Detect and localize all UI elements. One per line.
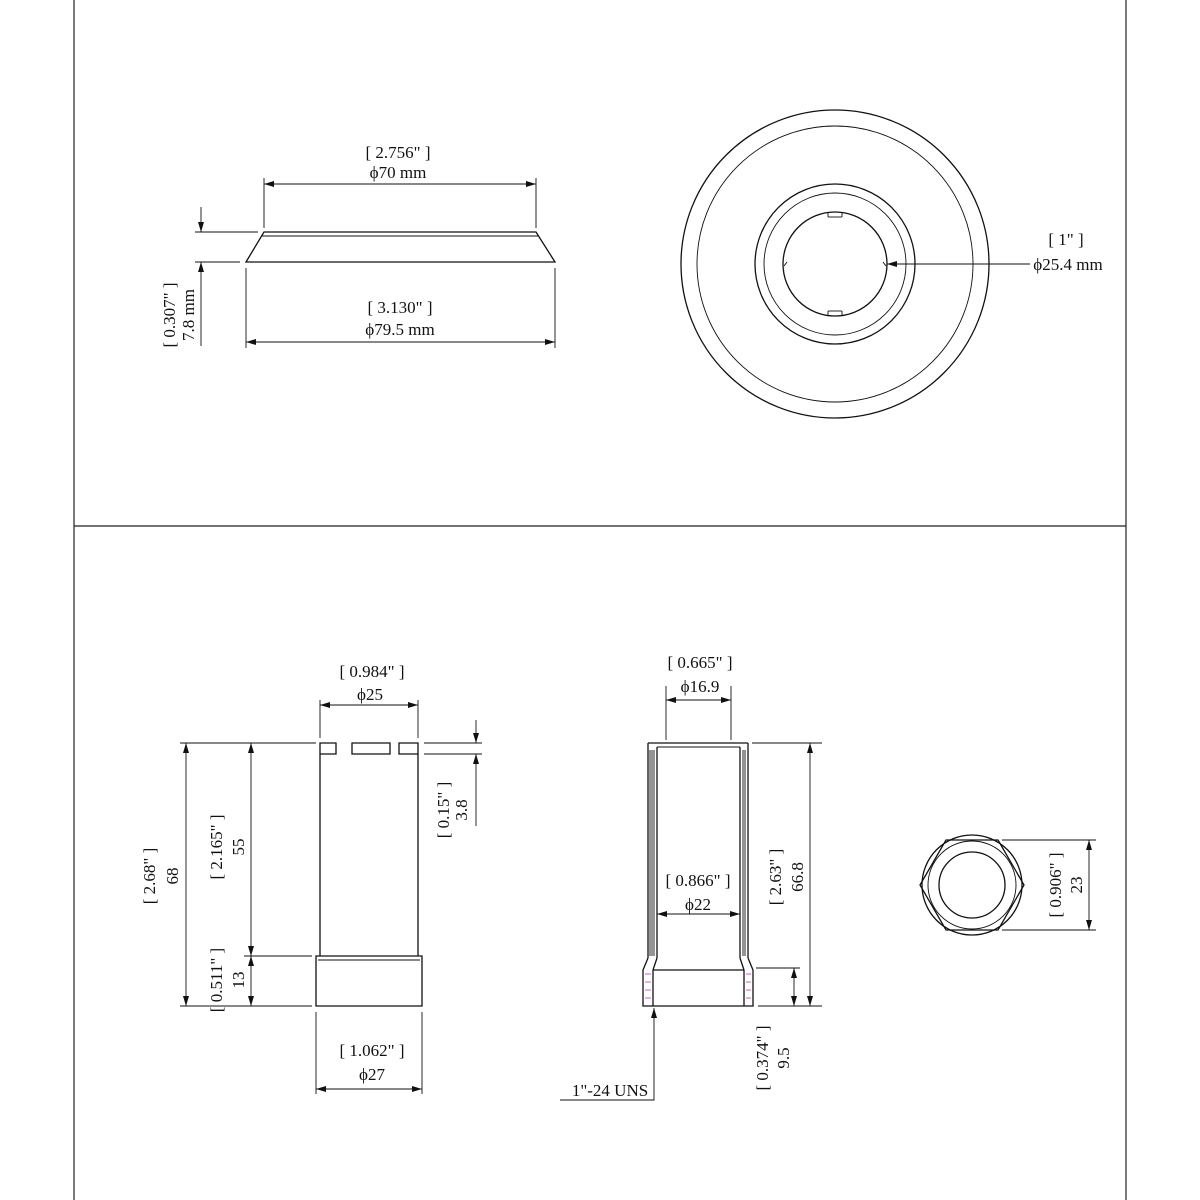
section-outer-diameter-in: [ 0.866" ] [665, 871, 731, 890]
sleeve-base-height-mm: 13 [229, 971, 248, 989]
section-inner-diameter-in: [ 0.665" ] [667, 653, 733, 672]
sleeve-total-length-in: [ 2.68" ] [140, 847, 159, 905]
sleeve-top-diameter-in: [ 0.984" ] [339, 662, 405, 681]
sleeve-body-length-mm: 55 [229, 838, 248, 856]
cap-top-view [681, 110, 1103, 418]
hex-across-flats-in: [ 0.906" ] [1046, 852, 1065, 918]
sleeve-base-height-in: [ 0.511" ] [207, 947, 226, 1013]
hex-across-flats-mm: 23 [1067, 876, 1086, 894]
cap-bottom-diameter-in: [ 3.130" ] [367, 298, 433, 317]
cap-bore-diameter-in: [ 1" ] [1048, 230, 1084, 249]
section-total-length-in: [ 2.63" ] [766, 848, 785, 906]
thread-spec-label: 1"-24 UNS [571, 1081, 649, 1100]
sleeve-base-diameter-mm: ϕ27 [359, 1065, 385, 1084]
sleeve-side-view [140, 662, 482, 1094]
sleeve-section-view [560, 653, 822, 1100]
sleeve-base-diameter-in: [ 1.062" ] [339, 1041, 405, 1060]
section-thread-length-in: [ 0.374" ] [753, 1025, 772, 1091]
cap-side-view [160, 143, 555, 348]
thread-hatching [645, 974, 751, 998]
sleeve-top-diameter-mm: ϕ25 [357, 685, 383, 704]
slot-depth-in: [ 0.15" ] [434, 781, 453, 839]
cap-height-mm: 7.8 mm [179, 289, 198, 341]
section-inner-diameter-mm: ϕ16.9 [680, 677, 720, 696]
hex-end-view [920, 835, 1096, 935]
cap-top-diameter-in: [ 2.756" ] [365, 143, 431, 162]
sleeve-body-length-in: [ 2.165" ] [207, 814, 226, 880]
section-outer-diameter-mm: ϕ22 [685, 895, 711, 914]
sleeve-total-length-mm: 68 [163, 867, 182, 885]
slot-depth-mm: 3.8 [452, 799, 471, 821]
cap-bottom-diameter-mm: ϕ79.5 mm [365, 320, 435, 339]
drawing-frame [74, 0, 1126, 1200]
section-thread-length-mm: 9.5 [774, 1047, 793, 1069]
cap-top-diameter-mm: ϕ70 mm [369, 163, 427, 182]
cap-height-in: [ 0.307" ] [160, 282, 179, 348]
cap-bore-diameter-mm: ϕ25.4 mm [1033, 255, 1103, 274]
section-total-length-mm: 66.8 [788, 862, 807, 892]
